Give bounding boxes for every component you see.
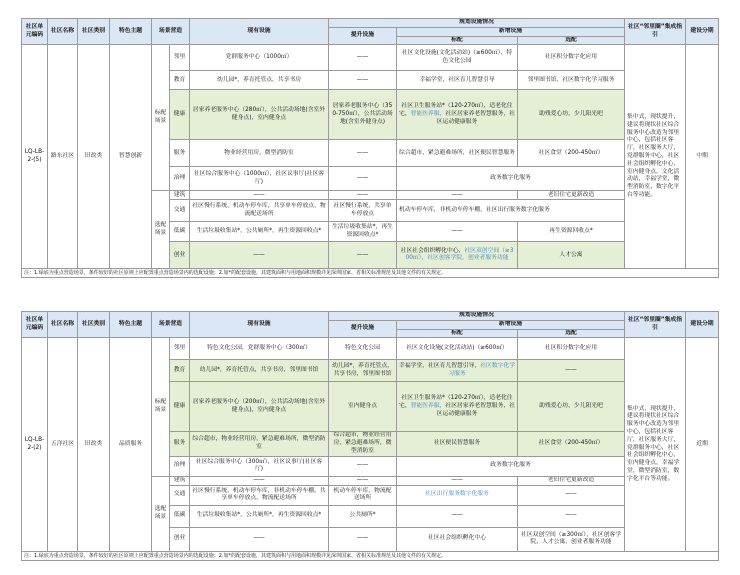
existing-cell: —— xyxy=(190,191,329,200)
header-guide: 社区“邻里圈”集成指引 xyxy=(625,312,686,338)
scenario-name: 建筑 xyxy=(170,476,190,485)
existing-cell: —— xyxy=(190,527,329,551)
upgrade-cell: —— xyxy=(329,242,397,269)
scenario-name: 治理 xyxy=(170,167,190,191)
existing-cell: 特色文化公园，党群服务中心（300㎡） xyxy=(190,338,329,360)
existing-cell: 生活垃圾收集站*，公共厕所*，再生资源回收点* xyxy=(190,505,329,527)
standard-cell: 社区出行服务数字化服务 xyxy=(397,485,518,505)
header-new: 新增设施 xyxy=(397,27,625,36)
unit-code: LQ-LB-2-(2) xyxy=(22,338,48,551)
header-planning: 规划设施情况 xyxy=(329,19,625,28)
existing-cell: 综合超市，物业经营用房，紧急避难场所，微型消防室 xyxy=(190,432,329,456)
guide-cell: 集中式，现状提升，建议将现状社区综合服务中心改造为邻里中心，包括社区客厅，社区服务大厅，党群服务中心，社区社会组织孵化中心，室内健身点，幸福学堂，微型消防室，数字化平台等功能。 xyxy=(625,338,686,551)
header-optional: 选配 xyxy=(518,36,625,45)
optional-cell: 社区积分数字化应用 xyxy=(518,45,625,71)
standard-cell: 社区文化设施(文化活动站)（≥600㎡），特色文化公园 xyxy=(397,45,518,71)
header-planning: 规划设施情况 xyxy=(329,312,625,321)
header-scenario: 场景营造 xyxy=(152,312,190,338)
upgrade-cell: 室内健身点 xyxy=(329,382,397,432)
header-existing: 现有设施 xyxy=(190,19,329,45)
header-community-type: 社区类别 xyxy=(78,312,110,338)
upgrade-cell: —— xyxy=(329,191,397,200)
header-community-name: 社区名称 xyxy=(48,312,78,338)
upgrade-cell: —— xyxy=(329,71,397,90)
optional-cell: 老旧住宅更新改造 xyxy=(518,476,625,485)
standard-text: 社区卫生服务站*（120-270㎡），适老化住宅， xyxy=(399,395,513,410)
optional-cell: —— xyxy=(518,485,625,505)
optional-cell: 邻里图书馆，社区数字化学习服务 xyxy=(518,71,625,90)
scenario-name: 健康 xyxy=(170,382,190,432)
optional-cell: 再生资源回收点* xyxy=(518,222,625,242)
existing-cell: 党群服务中心（1000㎡） xyxy=(190,45,329,71)
new-merged-cell: 政务数字化服务 xyxy=(397,456,625,476)
standard-cell: 社区社会组织孵化中心 xyxy=(397,527,518,551)
existing-cell: 社区综合服务中心（300㎡），社区议事厅(社区客厅) xyxy=(190,456,329,476)
header-community-name: 社区名称 xyxy=(48,19,78,45)
header-new: 新增设施 xyxy=(397,320,625,329)
existing-cell: 社区慢行系统，机动车停车库，共享单车停放点，物流配送场所 xyxy=(190,200,329,222)
community-name: 五洋社区 xyxy=(48,338,78,551)
header-period: 建设分期 xyxy=(686,19,719,45)
scenario-name: 创业 xyxy=(170,527,190,551)
optional-cell: 社区积分数字化应用 xyxy=(518,338,625,360)
scenario-name: 低碳 xyxy=(170,505,190,527)
group-standard: 标配场景 xyxy=(152,338,170,476)
community-type: 旧改类 xyxy=(78,338,110,551)
optional-cell: 社区双创空间（≥300㎡），社区创客学院，人才公寓，创业者服务功能 xyxy=(518,527,625,551)
upgrade-cell: —— xyxy=(329,476,397,485)
scenario-name: 服务 xyxy=(170,432,190,456)
upgrade-cell: —— xyxy=(329,167,397,191)
existing-cell: —— xyxy=(190,476,329,485)
scenario-name: 教育 xyxy=(170,71,190,90)
header-community-type: 社区类别 xyxy=(78,19,110,45)
scenario-name: 建筑 xyxy=(170,191,190,200)
header-feature-theme: 特色主题 xyxy=(110,312,152,338)
existing-cell: 社区综合服务中心（1000㎡），社区议事厅(社区客厅) xyxy=(190,167,329,191)
header-upgrade: 提升设施 xyxy=(329,27,397,45)
scenario-name: 治理 xyxy=(170,456,190,476)
community-type: 旧改类 xyxy=(78,45,110,269)
existing-cell: 居家养老服务中心（280㎡），公共活动场地(含室外健身点)，室内健身点 xyxy=(190,90,329,140)
highlight-text: 智能医养服， xyxy=(410,111,446,118)
header-existing: 现有设施 xyxy=(190,312,329,338)
community-table-2 xyxy=(21,311,719,561)
highlight-text: 社区双创空间（≥300㎡），社区创客学院，创业者服务功能 xyxy=(405,247,514,262)
community-table-1 xyxy=(21,18,719,278)
header-feature-theme: 特色主题 xyxy=(110,19,152,45)
unit-code: LQ-LB-2-(5) xyxy=(22,45,48,269)
upgrade-cell: 特色文化公园 xyxy=(329,338,397,360)
upgrade-cell: —— xyxy=(329,456,397,476)
standard-text: 社区居家养老智慧服务，社区运动健康服务 xyxy=(436,403,515,417)
standard-cell: —— xyxy=(397,191,518,200)
scenario-name: 交通 xyxy=(170,200,190,222)
header-period: 建设分期 xyxy=(686,312,719,338)
upgrade-cell: —— xyxy=(329,527,397,551)
guide-cell: 集中式，现状提升，建议将现状社区综合服务中心改造为邻里中心，包括社区客厅，社区服务大厅，党群服务中心，社区社会组织孵化中心，室内健身点，文化活动站，幸福学堂，微型消防室，数字化平台等功能。 xyxy=(625,45,686,269)
highlight-text: 智能医养服， xyxy=(410,403,446,410)
header-optional: 选配 xyxy=(518,329,625,338)
upgrade-cell: 幼儿园*，养育托管点，共享书房，邻里图书馆 xyxy=(329,360,397,382)
standard-cell: —— xyxy=(397,476,518,485)
feature-theme: 品质服务 xyxy=(110,338,152,551)
existing-cell: 物业经营用房，微型消防室 xyxy=(190,140,329,167)
period-cell: 近期 xyxy=(686,338,719,551)
feature-theme: 智慧创新 xyxy=(110,45,152,269)
upgrade-cell: 居家养老服务中心（350-750㎡），公共活动场地(含室外健身点) xyxy=(329,90,397,140)
optional-cell: 助残爱心坊，少儿阳光吧 xyxy=(518,382,625,432)
scenario-name: 教育 xyxy=(170,360,190,382)
header-scenario: 场景营造 xyxy=(152,19,190,45)
existing-cell: 幼儿园*，养育托管点，共享书房，邻里图书馆 xyxy=(190,360,329,382)
upgrade-cell: 机动车停车库，物流配送场所 xyxy=(329,485,397,505)
scenario-name: 服务 xyxy=(170,140,190,167)
upgrade-cell: 综合超市，物业经营用房，紧急避难场所，微型消防室 xyxy=(329,432,397,456)
group-standard: 标配场景 xyxy=(152,45,170,191)
existing-cell: 社区慢行系统，机动车停车库，非机动车停车棚，共享单车停放点，物流配送场所 xyxy=(190,485,329,505)
standard-text: 社区卫生服务站*（120-270㎡），适老化住宅， xyxy=(399,103,513,118)
standard-cell xyxy=(397,360,518,382)
standard-cell xyxy=(397,90,518,140)
existing-cell: 居家养老服务中心（200㎡），公共活动场地(含室外健身点)，室内健身点 xyxy=(190,382,329,432)
header-standard: 标配 xyxy=(397,329,518,338)
scenario-name: 邻里 xyxy=(170,45,190,71)
upgrade-cell: —— xyxy=(329,45,397,71)
highlight-text: 社区数字化学习服务 xyxy=(448,363,515,377)
optional-cell: 人才公寓 xyxy=(518,242,625,269)
existing-cell: 幼儿园*，养育托管点，共享书房 xyxy=(190,71,329,90)
optional-cell: 社区食堂（200-450㎡） xyxy=(518,140,625,167)
existing-cell: —— xyxy=(190,242,329,269)
upgrade-cell: —— xyxy=(329,140,397,167)
scenario-name: 低碳 xyxy=(170,222,190,242)
optional-cell: —— xyxy=(518,360,625,382)
period-cell: 中期 xyxy=(686,45,719,269)
new-merged-cell: 机动车停车库，非机动车停车棚，社区出行服务数字化服务 xyxy=(397,200,625,222)
standard-cell xyxy=(397,242,518,269)
standard-cell: 社区便民智慧服务 xyxy=(397,432,518,456)
scenario-name: 邻里 xyxy=(170,338,190,360)
table-note: 注：1.绿底为重点营造场景，条件较好的社区原则上应配置重点营造场景内的选配设施；2.加*的配套设施，其建筑面积与用地面积规模详见深圳国家、省相关标准规范及其他文件的有关规定。 xyxy=(22,269,719,278)
optional-cell: 社区食堂（200-450㎡） xyxy=(518,432,625,456)
header-guide: 社区“邻里圈”集成指引 xyxy=(625,19,686,45)
standard-cell: 社区文化设施(文化活动站)（≥600㎡） xyxy=(397,338,518,360)
new-merged-cell: 政务数字化服务 xyxy=(397,167,625,191)
standard-cell: —— xyxy=(397,222,518,242)
standard-text: 幸福学堂，社区育儿智慧引导， xyxy=(399,363,481,370)
upgrade-cell: 生活垃圾收集站*，再生资源回收点* xyxy=(329,222,397,242)
header-unit-code: 社区单元编码 xyxy=(22,312,48,338)
standard-text: 社区居家养老智慧服务，社区运动健康服务 xyxy=(436,111,515,125)
optional-cell: 助残爱心坊，少儿阳光吧 xyxy=(518,90,625,140)
header-unit-code: 社区单元编码 xyxy=(22,19,48,45)
header-upgrade: 提升设施 xyxy=(329,320,397,338)
community-name: 路东社区 xyxy=(48,45,78,269)
existing-cell: 生活垃圾收集站*，公共厕所*，再生资源回收点* xyxy=(190,222,329,242)
table-note: 注：1.绿底为重点营造场景，条件较好的社区原则上应配置重点营造场景内的选配设施；2.加*的配套设施，其建筑面积与用地面积规模详见深圳国家、省相关标准规范及其他文件的有关规定。 xyxy=(22,551,719,560)
header-standard: 标配 xyxy=(397,36,518,45)
standard-cell: —— xyxy=(397,505,518,527)
standard-cell: 综合超市，紧急避难场所，社区便民智慧服务 xyxy=(397,140,518,167)
upgrade-cell: 社区慢行系统，共享单车停放点 xyxy=(329,200,397,222)
standard-text: 社区社会组织孵化中心， xyxy=(400,247,465,254)
standard-cell xyxy=(397,382,518,432)
scenario-name: 健康 xyxy=(170,90,190,140)
group-optional: 选配场景 xyxy=(152,191,170,269)
scenario-name: 交通 xyxy=(170,485,190,505)
optional-cell: —— xyxy=(518,505,625,527)
optional-cell: 老旧住宅更新改造 xyxy=(518,191,625,200)
upgrade-cell: 公共厕所* xyxy=(329,505,397,527)
group-optional: 选配场景 xyxy=(152,476,170,551)
scenario-name: 创业 xyxy=(170,242,190,269)
standard-cell: 幸福学堂，社区育儿智慧引导 xyxy=(397,71,518,90)
